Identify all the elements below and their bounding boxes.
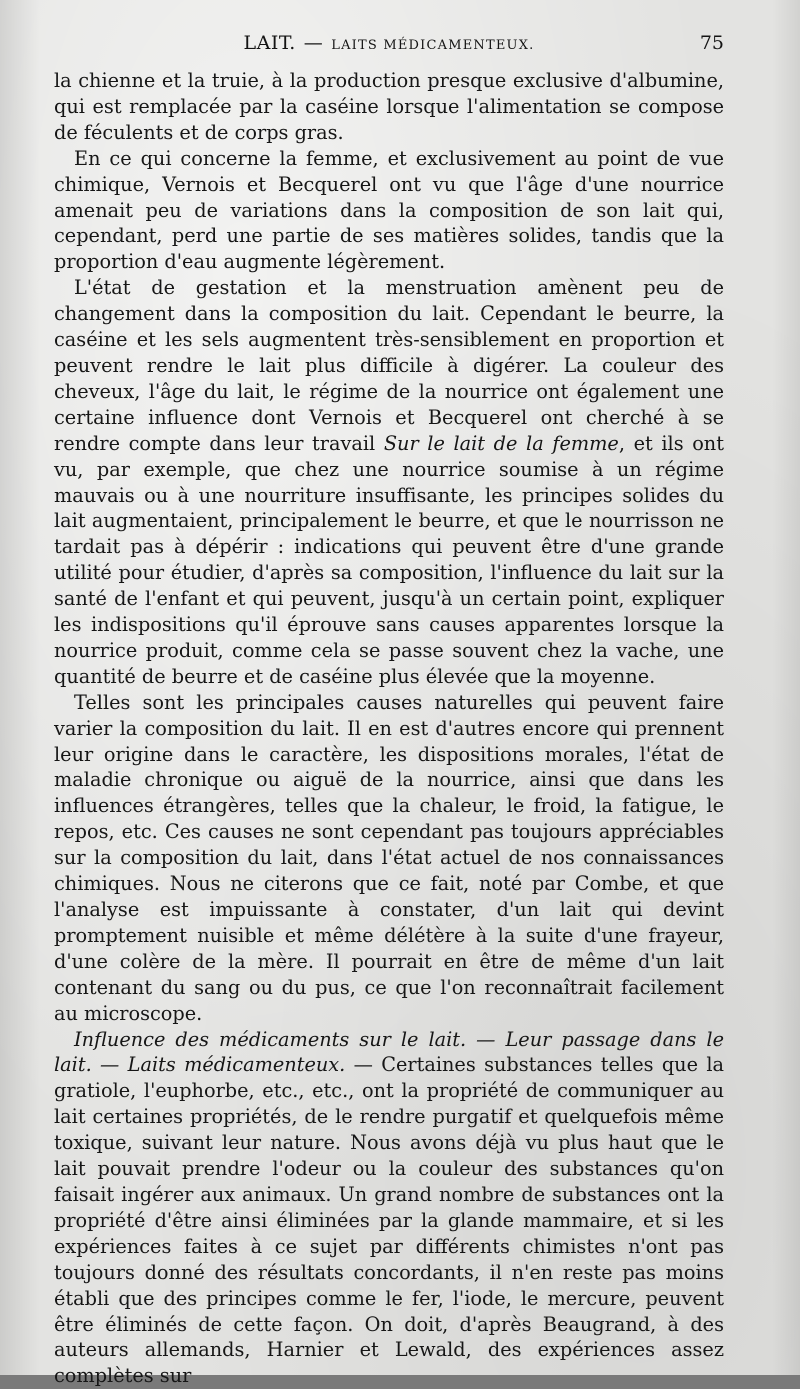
running-title <box>54 32 724 54</box>
paragraph-4 <box>54 690 724 1027</box>
paragraph-1-text: la chienne et la truie, à la production presque exclusive d'albumine, qui est remplacée par la caséine lorsque l'alimentation se compose de féculents et de corps gras. <box>54 69 724 144</box>
paragraph-3 <box>54 275 724 690</box>
paragraph-2 <box>54 146 724 276</box>
paragraph-1 <box>54 68 724 146</box>
running-title-separator: — <box>303 32 324 54</box>
paragraph-5-text: — Certaines substances telles que la gratiole, l'euphorbe, etc., etc., ont la propriété de communiquer au lait certaines propriétés, de le rendre purgatif et quelquefois même toxique, suivant leur nature. Nous avons déjà vu plus haut que le lait pouvait prendre l'odeur ou la couleur des substances qu'on faisait ingérer aux animaux. Un grand nombre de substances ont la propriété d'être ainsi éliminées par la glande mammaire, et si les expériences faites à ce sujet par différents chimistes n'ont pas toujours donné des résultats concordants, il n'en reste pas moins établi que des principes comme le fer, l'iode, le mercure, peuvent être éliminés de cette façon. On doit, d'après Beaugrand, à des auteurs allemands, Harnier et Lewald, des expériences assez complètes sur <box>54 1053 725 1388</box>
paragraph-4-text: Telles sont les principales causes naturelles qui peuvent faire varier la composition du lait. Il en est d'autres encore qui prennent leur origine dans le caractère, les dispositions morales, l'état de maladie chronique ou aiguë de la nourrice, ainsi que dans les influences étrangères, telles que la chaleur, le froid, la fatigue, le repos, etc. Ces causes ne sont cependant pas toujours appréciables sur la composition du lait, dans l'état actuel de nos connaissances chimiques. Nous ne citerons que ce fait, noté par Combe, et que l'analyse est impuissante à constater, d'un lait qui devint promptement nuisible et même délétère à la suite d'une frayeur, d'une colère de la mère. Il pourrait en être de même d'un lait contenant du sang ou du pus, ce que l'on reconnaîtrait facilement au microscope. <box>54 690 724 1025</box>
running-title-sub: LAITS MÉDICAMENTEUX. <box>331 38 535 53</box>
paragraph-3-text-after: , et ils ont vu, par exemple, que chez une nourrice soumise à un régime mauvais ou à une nourriture insuffisante, les principes solides du lait augmentaient, principalement le beurre, et que le nourrisson ne tardait pas à dépérir : indications qui peuvent être d'une grande utilité pour étudier, d'après sa composition, l'influence du lait sur la santé de l'enfant et qui peuvent, jusqu'à un certain point, expliquer les indispositions qu'il éprouve sans causes apparentes lorsque la nourrice produit, comme cela se passe souvent chez la vache, une quantité de beurre et de caséine plus élevée que la moyenne. <box>54 431 724 688</box>
paragraph-3-book-title: Sur le lait de la femme <box>383 431 619 455</box>
running-head <box>54 32 724 60</box>
body-text <box>54 68 724 1389</box>
section-heading: Influence des médicaments sur le lait. — Leur passage dans le lait. — Laits médicamenteux. <box>54 1027 724 1077</box>
paragraph-3-text-before: L'état de gestation et la menstruation amènent peu de changement dans la composition du lait. Cependant le beurre, la caséine et les sels augmentent très-sensiblement en proportion et peuvent rendre le lait plus difficile à digérer. La couleur des cheveux, l'âge du lait, le régime de la nourrice ont également une certaine influence dont Vernois et Becquerel ont cherché à se rendre compte dans leur travail <box>54 276 724 455</box>
page-number: 75 <box>699 32 724 54</box>
running-title-main: LAIT. <box>243 32 296 54</box>
paragraph-5 <box>54 1027 724 1389</box>
paragraph-2-text: En ce qui concerne la femme, et exclusivement au point de vue chimique, Vernois et Becquerel ont vu que l'âge d'une nourrice amenait peu de variations dans la composition de son lait qui, cependant, perd une partie de ses matières solides, tandis que la proportion d'eau augmente légèrement. <box>54 146 724 274</box>
